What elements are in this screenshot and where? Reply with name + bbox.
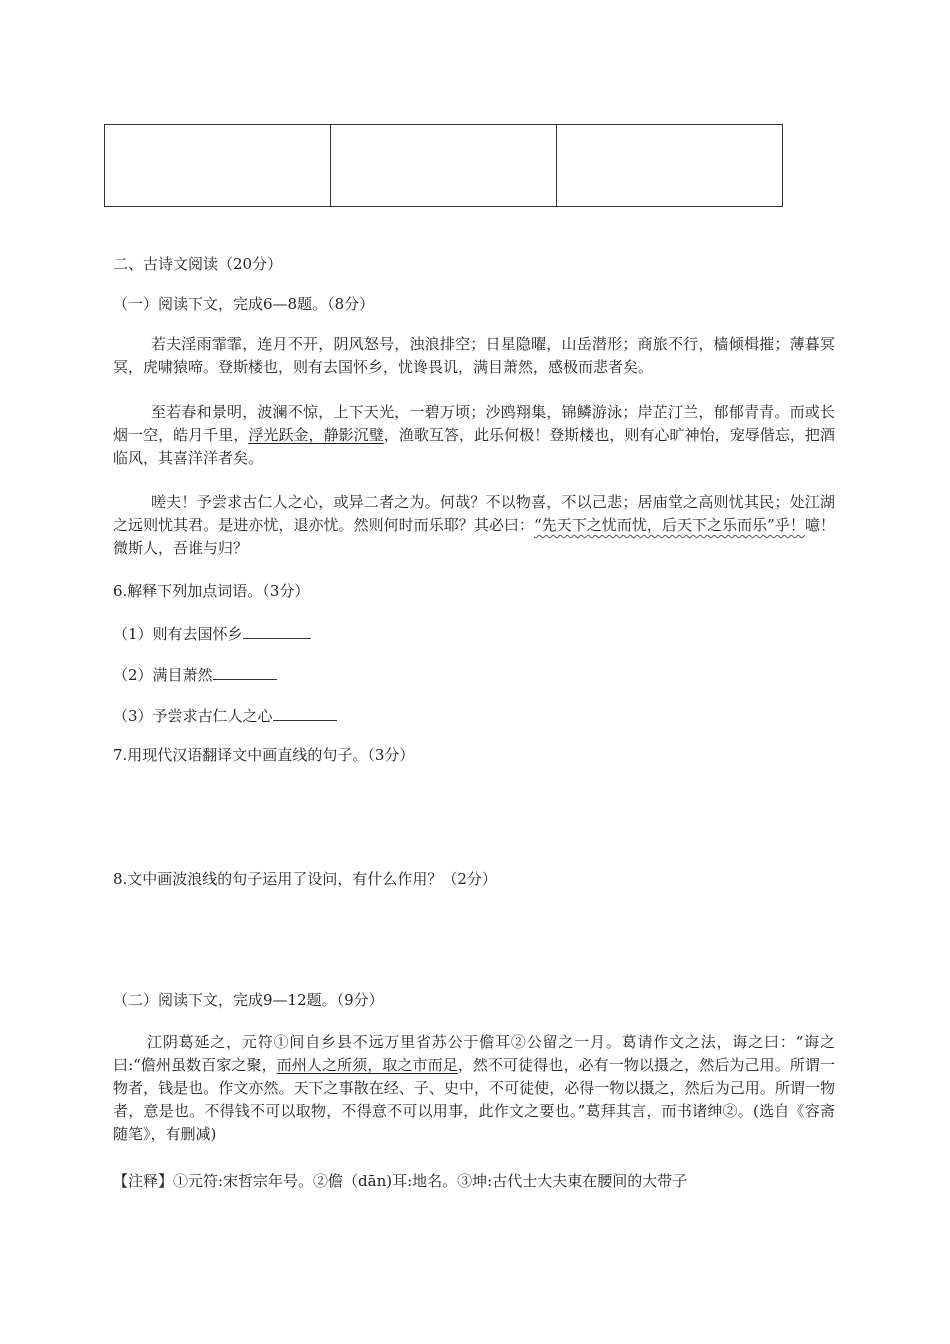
question-7: 7.用现代汉语翻译文中画直线的句子。（3分） xyxy=(113,746,415,764)
section-heading: 二、古诗文阅读（20分） xyxy=(113,255,283,273)
passage1-paragraph-1: 若夫淫雨霏霏，连月不开，阴风怒号，浊浪排空；日星隐曜，山岳潜形；商旅不行，樯倾楫摧；薄暮冥冥，虎啸猿啼。登斯楼也，则有去国怀乡，忧谗畏讥，满目萧然，感极而悲者矣。 xyxy=(113,335,835,376)
question-8: 8.文中画波浪线的句子运用了设问，有什么作用？（2分） xyxy=(113,870,497,888)
question-6-item-2: （2）满目萧然 xyxy=(113,663,277,687)
annotation-note: 【注释】①元符:宋哲宗年号。②儋（dān)耳:地名。③坤:古代士大夫東在腰间的大带子 xyxy=(113,1172,688,1190)
answer-blank[interactable] xyxy=(243,622,311,639)
passage1-paragraph-2: 至若春和景明，波澜不惊，上下天光，一碧万顷；沙鸥翔集，锦鳞游泳；岸芷汀兰，郁郁青青。而或长烟一空，皓月千里，浮光跃金，静影沉璧，渔歌互答，此乐何极！登斯楼也，则有心旷神怡，宠辱偕忘，把酒临风，其喜洋洋者矣。 xyxy=(113,403,835,467)
question-6-item-3: （3）予尝求古仁人之心 xyxy=(113,704,337,728)
passage2-paragraph: 江阴葛延之，元符①间自乡县不远万里省苏公于儋耳②公留之一月。葛请作文之法，诲之曰：“诲之曰:“儋州虽数百家之聚，而州人之所须，取之市而足，然不可徒得也，必有一物以摄之，然后为己用。所谓一物者，钱是也。作文亦然。天下之事散在经、子、史中，不可徒使，必得一物以摄之，然后为己用。所谓一物者，意是也。不得钱不可以取物，不得意不可以用事，此作文之要也。”葛拜其言，而书诸绅②。(选自《容斋随笔》，有删减) xyxy=(113,1033,835,1143)
underlined-sentence: 浮光跃金，静影沉璧 xyxy=(248,426,384,444)
wavy-sentence: “先天下之忧而忧，后天下之乐而乐”乎！ xyxy=(533,516,805,534)
answer-blank[interactable] xyxy=(273,704,337,721)
question-6: 6.解释下列加点词语。（3分） xyxy=(113,582,310,600)
question-6-item-1: （1）则有去国怀乡 xyxy=(113,622,311,646)
answer-cell[interactable] xyxy=(557,125,783,207)
answer-cell[interactable] xyxy=(105,125,331,207)
part1-instruction: （一）阅读下文，完成6—8题。（8分） xyxy=(113,295,375,313)
part2-instruction: （二）阅读下文，完成9—12题。（9分） xyxy=(113,991,384,1009)
answer-table xyxy=(104,124,783,207)
answer-cell[interactable] xyxy=(331,125,557,207)
passage1-paragraph-3: 嗟夫！予尝求古仁人之心，或异二者之为。何哉？不以物喜，不以己悲；居庙堂之高则忧其民；处江湖之远则忧其君。是进亦忧，退亦忧。然则何时而乐耶？其必曰：“先天下之忧而忧，后天下之乐而乐”乎！噫！微斯人，吾谁与归？ xyxy=(113,493,835,557)
underlined-sentence: 而州人之所须，取之市而足 xyxy=(276,1056,458,1074)
answer-blank[interactable] xyxy=(213,663,277,680)
